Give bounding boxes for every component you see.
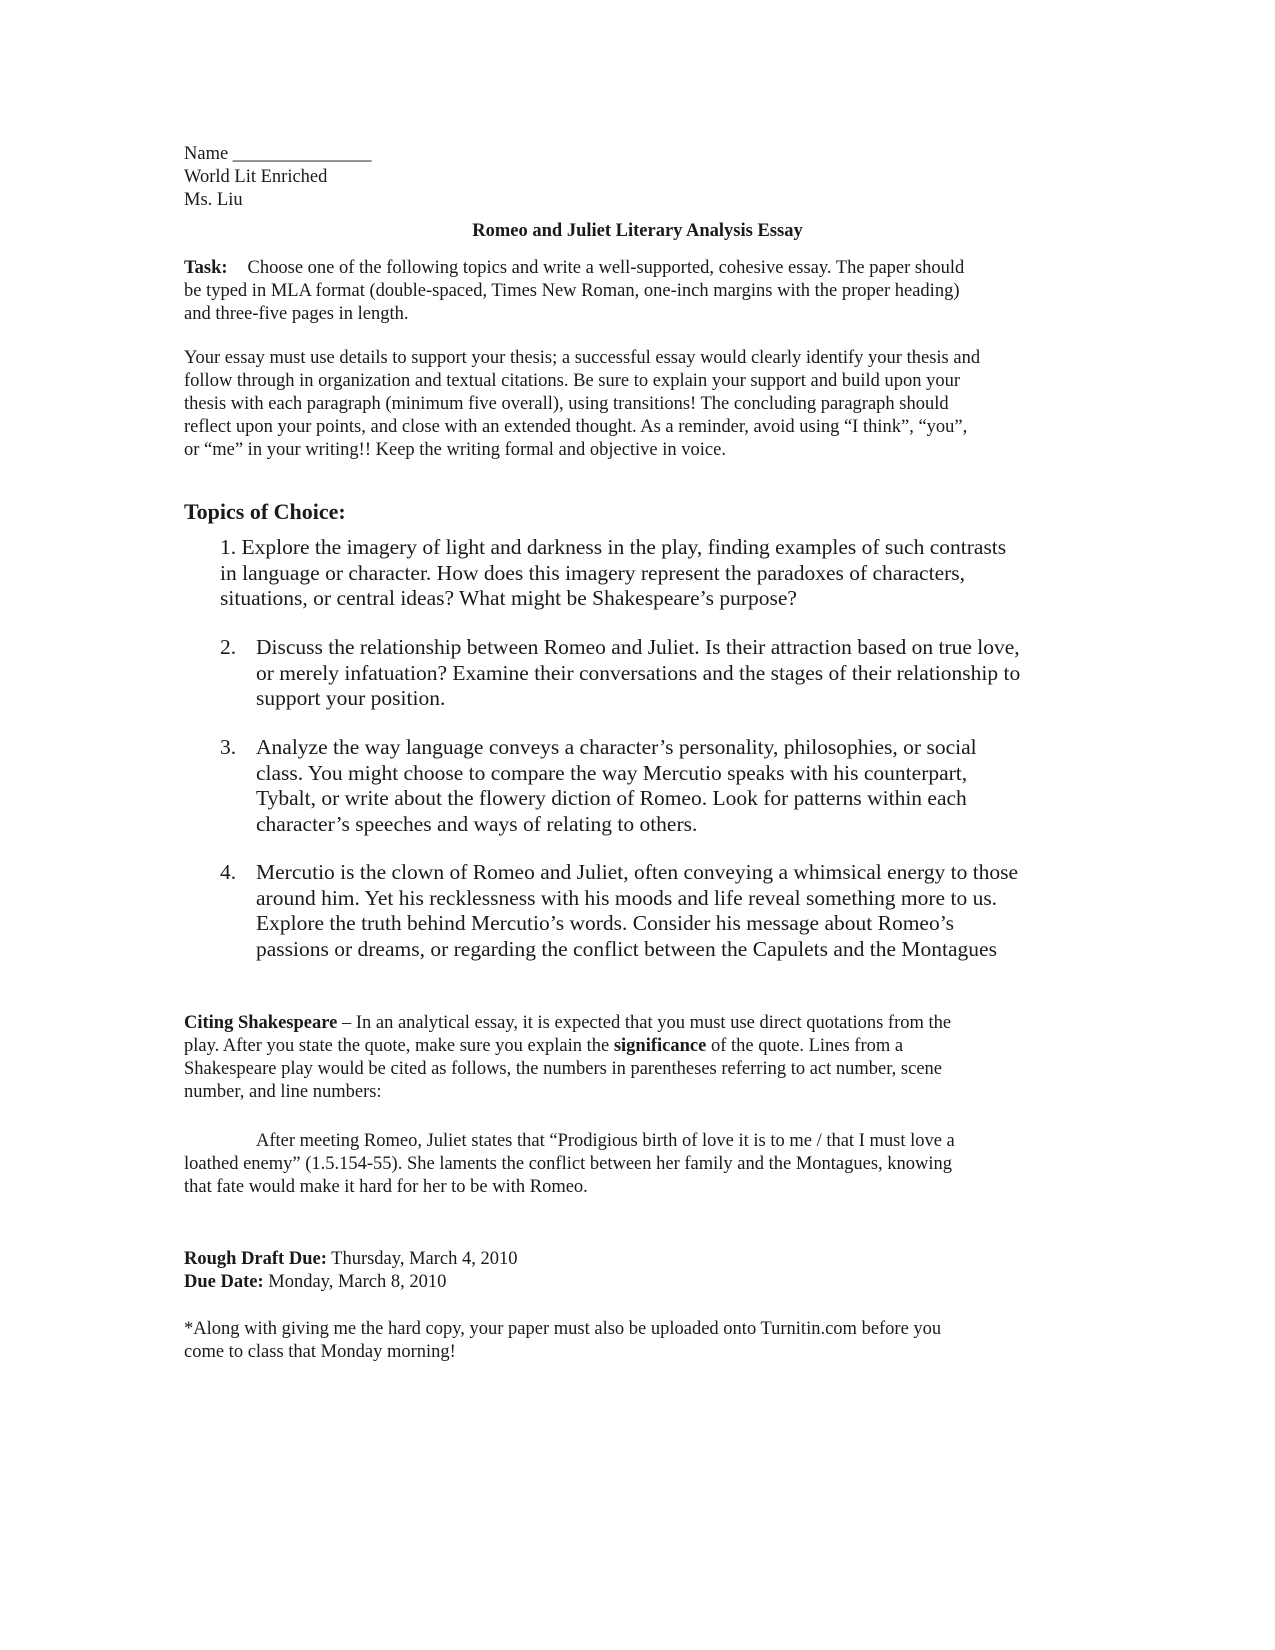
citing-paragraph — [184, 1012, 1084, 1104]
document-title: Romeo and Juliet Literary Analysis Essay — [472, 221, 803, 241]
topic-line: support your position. — [256, 686, 446, 710]
instructions-line: or “me” in your writing!! Keep the writing formal and objective in voice. — [184, 440, 726, 460]
task-line: be typed in MLA format (double-spaced, Times New Roman, one-inch margins with the proper heading) — [184, 281, 960, 301]
topic-line: Tybalt, or write about the flowery diction of Romeo. Look for patterns within each — [256, 786, 967, 810]
topic-line: Discuss the relationship between Romeo and Juliet. Is their attraction based on true love, — [256, 635, 1020, 659]
topic-line: around him. Yet his recklessness with his moods and life reveal something more to us. — [256, 885, 998, 910]
name-line: Name _______________ — [184, 144, 372, 164]
example-paragraph — [184, 1130, 1084, 1199]
citing-line: play. After you state the quote, make sure you explain the — [184, 1036, 614, 1056]
citing-line: number, and line numbers: — [184, 1082, 382, 1102]
instructions-paragraph — [184, 347, 1084, 462]
instructions-line: reflect upon your points, and close with an extended thought. As a reminder, avoid using “I think”, “you”, — [184, 417, 968, 437]
note-line: come to class that Monday morning! — [184, 1342, 456, 1362]
topics-heading: Topics of Choice: — [184, 499, 346, 524]
instructions-line: follow through in organization and textual citations. Be sure to explain your support and build upon your — [184, 371, 961, 391]
due-dates — [184, 1248, 1084, 1294]
topic-number-3: 3. — [220, 735, 237, 759]
task-line: and three-five pages in length. — [184, 304, 409, 324]
instructions-line: thesis with each paragraph (minimum five overall), using transitions! The concluding paragraph should — [184, 394, 949, 414]
topic-item-4 — [256, 860, 1018, 962]
topic-line: or merely infatuation? Examine their conversations and the stages of their relationship to — [256, 660, 1021, 685]
teacher-name: Ms. Liu — [184, 190, 243, 210]
rough-draft-date: Thursday, March 4, 2010 — [326, 1249, 518, 1269]
citing-line: Shakespeare play would be cited as follows, the numbers in parentheses referring to act number, scene — [184, 1059, 943, 1079]
rough-draft-label: Rough Draft Due: — [184, 1249, 327, 1269]
topic-line: passions or dreams, or regarding the conflict between the Capulets and the Montagues — [256, 936, 997, 961]
citing-line: – In an analytical essay, it is expected that you must use direct quotations from the — [337, 1013, 952, 1033]
course-name: World Lit Enriched — [184, 167, 328, 187]
topic-line: character’s speeches and ways of relating to others. — [256, 811, 698, 836]
topic-number-4: 4. — [220, 860, 237, 884]
topic-item-2 — [256, 635, 1020, 712]
topic-line: 1. Explore the imagery of light and darkness in the play, finding examples of such contrasts — [220, 535, 1007, 559]
note-line: *Along with giving me the hard copy, your paper must also be uploaded onto Turnitin.com before you — [184, 1319, 942, 1339]
example-line: that fate would make it hard for her to be with Romeo. — [184, 1177, 588, 1197]
task-label: Task: — [184, 258, 228, 278]
topic-line: class. You might choose to compare the way Mercutio speaks with his counterpart, — [256, 760, 968, 785]
example-line: After meeting Romeo, Juliet states that “Prodigious birth of love it is to me / that I must love a — [256, 1131, 955, 1151]
topic-item-3 — [256, 735, 977, 837]
significance-emphasis: significance — [613, 1036, 707, 1056]
task-paragraph — [184, 257, 1084, 326]
instructions-line: Your essay must use details to support your thesis; a successful essay would clearly identify your thesis and — [184, 348, 981, 368]
citing-label: Citing Shakespeare — [184, 1013, 338, 1033]
turnitin-note — [184, 1318, 1084, 1364]
topic-line: Analyze the way language conveys a character’s personality, philosophies, or social — [256, 735, 977, 759]
topic-number-2: 2. — [220, 635, 237, 659]
due-date-label: Due Date: — [184, 1272, 264, 1292]
citing-line: of the quote. Lines from a — [706, 1036, 904, 1056]
topic-line: Mercutio is the clown of Romeo and Juliet, often conveying a whimsical energy to those — [256, 860, 1019, 884]
topic-line: situations, or central ideas? What might be Shakespeare’s purpose? — [220, 586, 797, 610]
task-line: Choose one of the following topics and write a well-supported, cohesive essay. The paper should — [247, 258, 965, 278]
topic-item-1 — [220, 535, 1006, 612]
example-line: loathed enemy” (1.5.154-55). She laments the conflict between her family and the Montagues, knowing — [184, 1154, 953, 1174]
due-date-value: Monday, March 8, 2010 — [263, 1272, 447, 1292]
topic-line: in language or character. How does this imagery represent the paradoxes of characters, — [220, 560, 966, 585]
topic-line: Explore the truth behind Mercutio’s words. Consider his message about Romeo’s — [256, 911, 955, 935]
